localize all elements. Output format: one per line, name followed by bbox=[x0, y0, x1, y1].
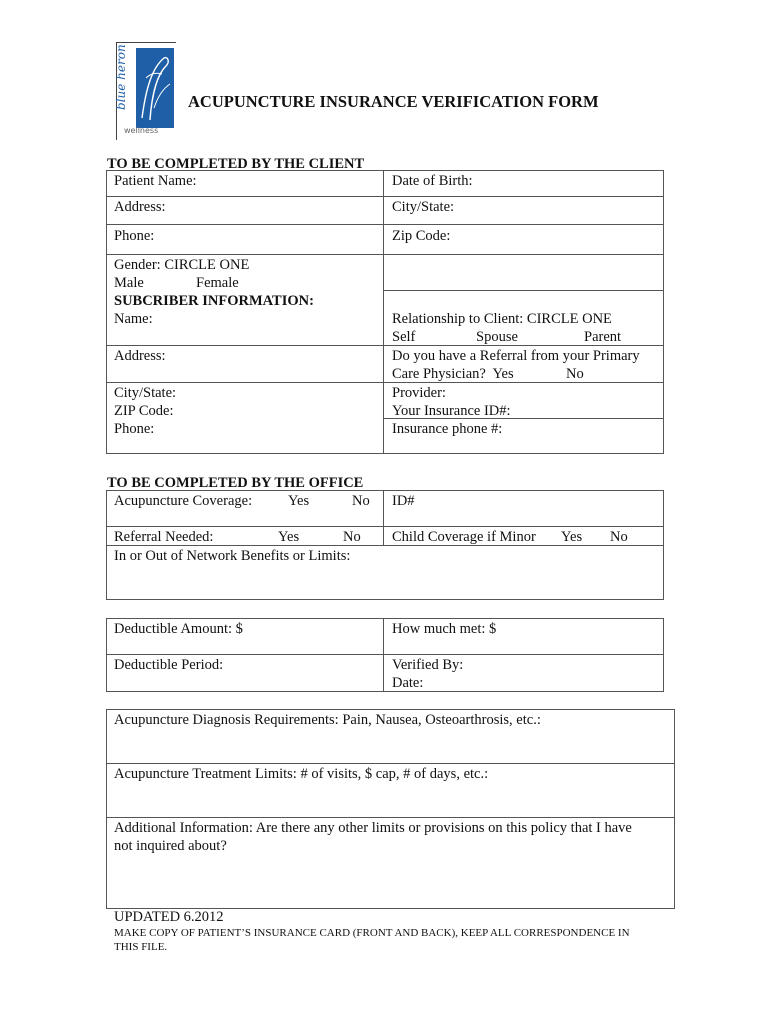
subscriber-address-label: Address: bbox=[114, 348, 166, 364]
referral-option-no[interactable]: No bbox=[566, 366, 584, 382]
address-label: Address: bbox=[114, 199, 166, 215]
office-row-line bbox=[106, 654, 664, 655]
form-title: ACUPUNCTURE INSURANCE VERIFICATION FORM bbox=[188, 92, 599, 111]
footer-note-line1: MAKE COPY OF PATIENT’S INSURANCE CARD (FRONT AND BACK), KEEP ALL CORRESPONDENCE IN bbox=[114, 927, 630, 939]
coverage-option-no[interactable]: No bbox=[352, 493, 370, 509]
referral-needed-no[interactable]: No bbox=[343, 529, 361, 545]
deductible-amount-label: Deductible Amount: $ bbox=[114, 621, 243, 637]
gender-option-male[interactable]: Male bbox=[114, 275, 144, 291]
id-label: ID# bbox=[392, 493, 415, 509]
subscriber-name-label: Name: bbox=[114, 311, 153, 327]
provider-label: Provider: bbox=[392, 385, 446, 401]
heron-logo-icon bbox=[136, 48, 174, 128]
insurance-id-label: Your Insurance ID#: bbox=[392, 403, 511, 419]
office-row-line bbox=[106, 817, 675, 818]
network-benefits-label: In or Out of Network Benefits or Limits: bbox=[114, 548, 351, 564]
phone-label: Phone: bbox=[114, 228, 155, 244]
gender-label: Gender: CIRCLE ONE bbox=[114, 257, 250, 273]
office-section-heading: TO BE COMPLETED BY THE OFFICE bbox=[107, 475, 364, 491]
gender-option-female[interactable]: Female bbox=[196, 275, 239, 291]
child-coverage-no[interactable]: No bbox=[610, 529, 628, 545]
footer-note-line2: THIS FILE. bbox=[114, 941, 168, 953]
zip-code-label: Zip Code: bbox=[392, 228, 451, 244]
updated-date: UPDATED 6.2012 bbox=[114, 909, 224, 925]
referral-question-line1: Do you have a Referral from your Primary bbox=[392, 348, 640, 364]
client-row-line bbox=[106, 345, 664, 346]
subscriber-city-state-label: City/State: bbox=[114, 385, 177, 401]
relationship-option-parent[interactable]: Parent bbox=[584, 329, 622, 345]
client-table-divider bbox=[383, 170, 384, 453]
referral-needed-yes[interactable]: Yes bbox=[278, 529, 300, 545]
relationship-option-spouse[interactable]: Spouse bbox=[476, 329, 518, 345]
subscriber-zip-label: ZIP Code: bbox=[114, 403, 174, 419]
city-state-label: City/State: bbox=[392, 199, 455, 215]
child-coverage-label: Child Coverage if Minor bbox=[392, 529, 536, 545]
relationship-option-self[interactable]: Self bbox=[392, 329, 416, 345]
referral-needed-label: Referral Needed: bbox=[114, 529, 214, 545]
verified-by-label: Verified By: bbox=[392, 657, 464, 673]
date-of-birth-label: Date of Birth: bbox=[392, 173, 473, 189]
child-coverage-yes[interactable]: Yes bbox=[561, 529, 583, 545]
logo-sub-text: wellness bbox=[124, 126, 159, 135]
coverage-label: Acupuncture Coverage: bbox=[114, 493, 253, 509]
office-row-line bbox=[106, 526, 664, 527]
subscriber-heading: SUBCRIBER INFORMATION: bbox=[114, 293, 314, 309]
additional-info-line2: not inquired about? bbox=[114, 838, 227, 854]
office-table-divider bbox=[383, 490, 384, 545]
insurance-phone-label: Insurance phone #: bbox=[392, 421, 503, 437]
referral-question-line2[interactable]: Care Physician? Yes bbox=[392, 366, 514, 382]
logo-brand-text: blue heron bbox=[114, 44, 128, 110]
client-row-line bbox=[383, 290, 664, 291]
subscriber-phone-label: Phone: bbox=[114, 421, 155, 437]
office-row-line bbox=[106, 763, 675, 764]
logo bbox=[116, 40, 180, 142]
additional-info-line1: Additional Information: Are there any other limits or provisions on this policy that I have bbox=[114, 820, 632, 836]
client-section-heading: TO BE COMPLETED BY THE CLIENT bbox=[107, 156, 365, 172]
diagnosis-requirements-label: Acupuncture Diagnosis Requirements: Pain, Nausea, Osteoarthrosis, etc.: bbox=[114, 712, 541, 728]
patient-name-label: Patient Name: bbox=[114, 173, 197, 189]
how-much-met-label: How much met: $ bbox=[392, 621, 497, 637]
client-row-line bbox=[106, 196, 664, 197]
date-label: Date: bbox=[392, 675, 424, 691]
relationship-label: Relationship to Client: CIRCLE ONE bbox=[392, 311, 612, 327]
treatment-limits-label: Acupuncture Treatment Limits: # of visits, $ cap, # of days, etc.: bbox=[114, 766, 489, 782]
coverage-option-yes[interactable]: Yes bbox=[288, 493, 310, 509]
deductible-period-label: Deductible Period: bbox=[114, 657, 224, 673]
client-row-line bbox=[106, 254, 664, 255]
logo-frame-top bbox=[116, 42, 176, 43]
office-table-3 bbox=[106, 709, 675, 909]
client-row-line bbox=[106, 224, 664, 225]
